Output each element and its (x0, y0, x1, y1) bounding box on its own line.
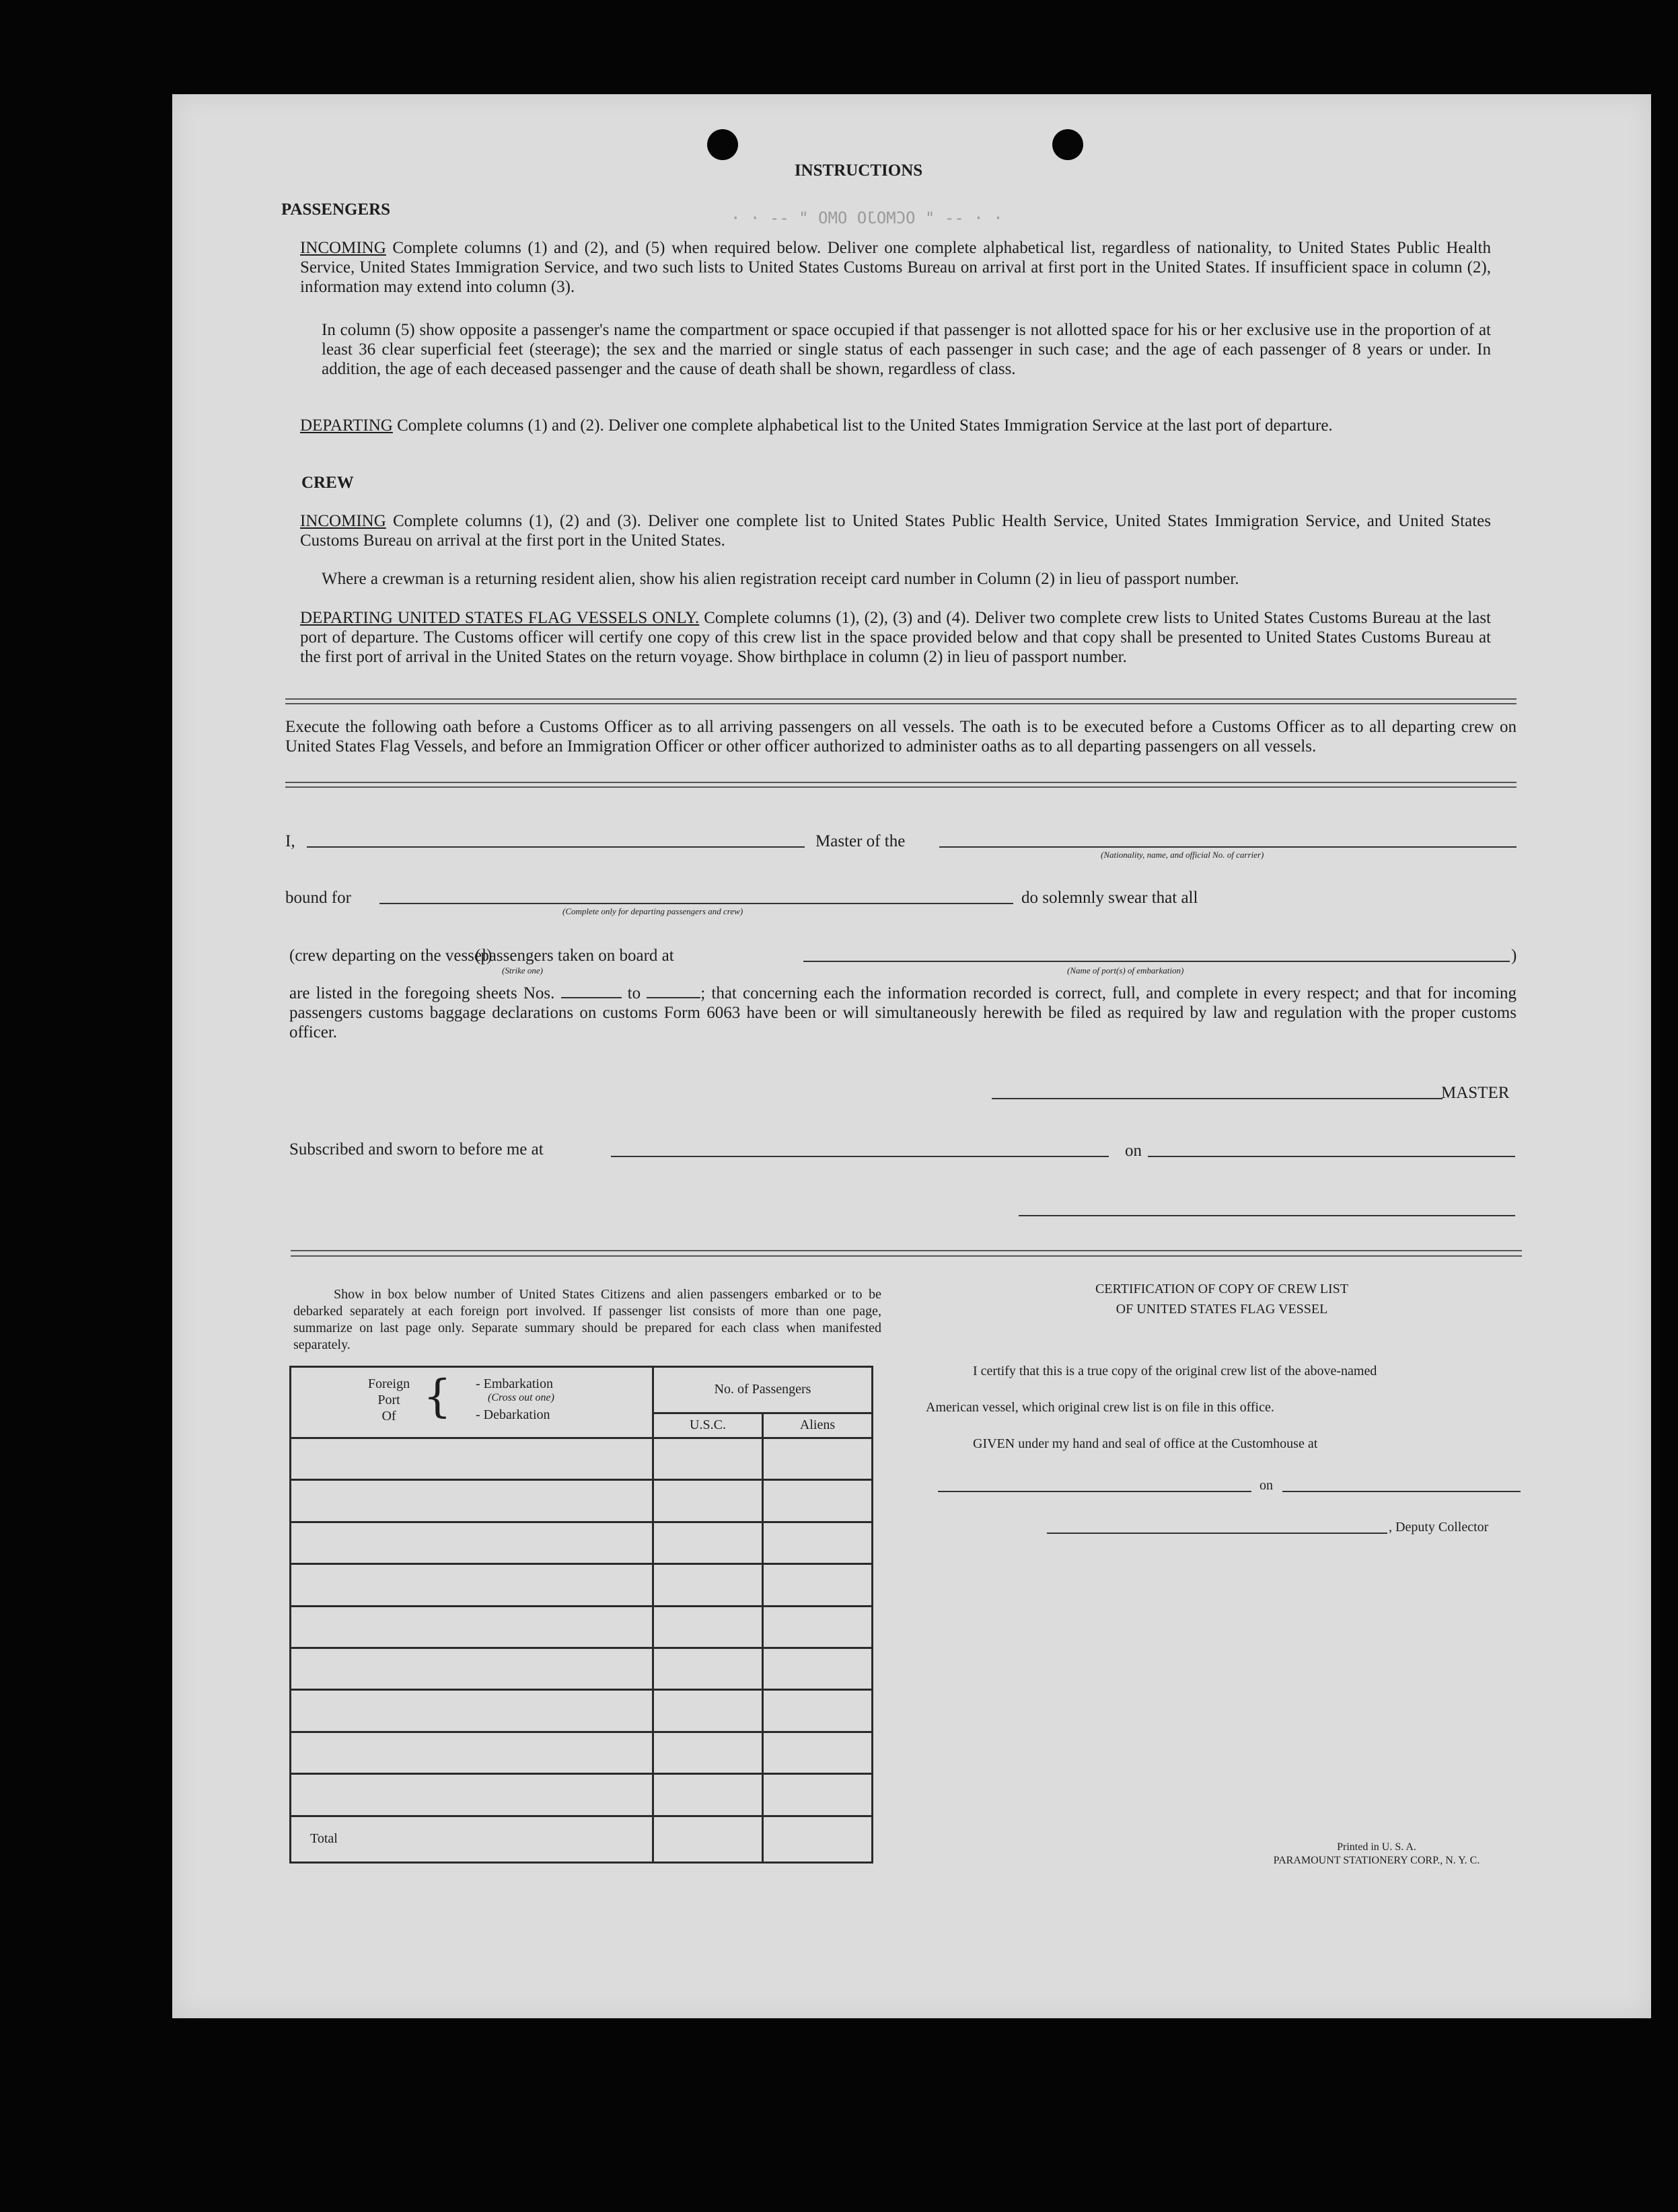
total-label: Total (291, 1816, 653, 1862)
crew-incoming-instruction (300, 511, 1491, 550)
sworn-date-field[interactable] (1148, 1156, 1515, 1157)
strike-one-hint: (Strike one) (502, 965, 544, 975)
passengers-heading: PASSENGERS (281, 200, 391, 219)
flag-vessels-label: DEPARTING UNITED STATES FLAG VESSELS ONLY. (300, 609, 700, 627)
bleed-through-text: · · -- " OCMOJO OMO " -- · · (731, 209, 1003, 227)
cross-out-hint: (Cross out one) (488, 1392, 554, 1403)
no-of-passengers-header: No. of Passengers (653, 1367, 873, 1413)
port-cell[interactable] (291, 1648, 653, 1690)
aliens-header: Aliens (763, 1413, 873, 1438)
passengers-incoming-instruction (300, 238, 1491, 297)
oath-i-label: I, (285, 832, 295, 850)
sheet-from-field[interactable] (561, 985, 622, 998)
port-cell[interactable] (291, 1438, 653, 1479)
passengers-departing-instruction (300, 416, 1491, 435)
certify-line-1: I certify that this is a true copy of the original crew list of the above-named (973, 1364, 1377, 1378)
departing-text: Complete columns (1) and (2). Deliver one complete alphabetical list to the United States Immigration Service at the last port of departure. (397, 416, 1333, 435)
aliens-cell[interactable] (763, 1480, 873, 1522)
crew-incoming-text: Complete columns (1), (2) and (3). Deliver one complete list to United States Public Health Service, United States Immigration Service, and United States Customs Bureau on arrival at the first port in the United States. (300, 512, 1491, 550)
aliens-cell[interactable] (763, 1732, 873, 1773)
aliens-cell[interactable] (763, 1522, 873, 1563)
certify-line-2: American vessel, which original crew list is on file in this office. (926, 1400, 1274, 1415)
printer-imprint (1222, 1841, 1531, 1868)
aliens-cell[interactable] (763, 1648, 873, 1690)
crew-departing-option: (crew departing on the vessel) (289, 947, 493, 965)
crew-incoming-label: INCOMING (300, 512, 386, 530)
incoming-text: Complete columns (1) and (2), and (5) when required below. Deliver one complete alphabetical list, regardless of nationality, to United States Public Health Service, United States Immigration Service, and two such lists to United States Customs Bureau on arrival at first port in the United States. If insufficient space in column (2), information may extend into column (3). (300, 239, 1491, 296)
crewman-instruction: Where a crewman is a returning resident alien, show his alien registration receipt card number in Column (2) in lieu of passport number. (322, 570, 1239, 588)
bound-for-field[interactable] (379, 903, 1013, 904)
aliens-cell[interactable] (763, 1606, 873, 1648)
port-cell[interactable] (291, 1480, 653, 1522)
sworn-on-label: on (1125, 1142, 1142, 1160)
port-label: Port (377, 1393, 400, 1407)
passengers-taken-option: (passengers taken on board at (475, 947, 674, 965)
usc-cell[interactable] (653, 1438, 763, 1479)
port-cell[interactable] (291, 1522, 653, 1563)
divider-oath-2 (285, 786, 1517, 788)
nationality-hint: (Nationality, name, and official No. of carrier) (1101, 850, 1264, 860)
flag-vessels-text: Complete columns (1), (2), (3) and (4). Deliver two complete crew lists to United States Customs Bureau at the last port of departure. The Customs officer will certify one copy of this crew list in the space provided below and that copy shall be presented to United States Customs Bureau at the first port of arrival in the United States on the return voyage. Show birthplace in column (2) in lieu of passport number. (300, 609, 1491, 666)
usc-header: U.S.C. (653, 1413, 763, 1438)
debarkation-label: - Debarkation (476, 1407, 550, 1422)
officer-signature-field[interactable] (1019, 1215, 1515, 1216)
oath-statement (289, 984, 1517, 1042)
listed-to: to (627, 984, 641, 1002)
usc-cell[interactable] (653, 1606, 763, 1648)
customhouse-location-field[interactable] (938, 1491, 1251, 1492)
sworn-location-field[interactable] (611, 1156, 1109, 1157)
port-header-label (359, 1376, 419, 1424)
certification-title-2: OF UNITED STATES FLAG VESSEL (1116, 1302, 1328, 1317)
foreign-label: Foreign (367, 1376, 410, 1391)
divider-oath-1 (285, 782, 1517, 783)
sheet-to-field[interactable] (647, 985, 700, 998)
deputy-collector-label: , Deputy Collector (1389, 1520, 1489, 1535)
given-line: GIVEN under my hand and seal of office at the Customhouse at (973, 1436, 1318, 1451)
page-title: INSTRUCTIONS (794, 161, 923, 180)
printer-line-1: Printed in U. S. A. (1337, 1841, 1416, 1853)
flag-vessels-instruction (300, 608, 1491, 667)
bound-for-label: bound for (285, 889, 351, 907)
usc-cell[interactable] (653, 1480, 763, 1522)
cert-on-label: on (1260, 1478, 1273, 1493)
punch-hole-right (1052, 129, 1083, 160)
port-cell[interactable] (291, 1690, 653, 1732)
oath-intro: Execute the following oath before a Customs Officer as to all arriving passengers on all vessels. The oath is to be executed before a Customs Officer as to all departing crew on United States Flag Vessels, and before an Immigration Officer or other officer authorized to administer oaths as to all departing passengers on all vessels. (285, 718, 1517, 755)
vessel-name-field[interactable] (939, 846, 1517, 848)
total-aliens-cell[interactable] (763, 1816, 873, 1862)
crew-heading: CREW (301, 474, 354, 492)
listed-b: ; that concerning each the information recorded is correct, full, and complete in every respect; and that for incoming passengers customs baggage declarations on customs Form 6063 have been or will simultaneously herewith be filed as required by law and regulation with the proper customs officer. (289, 984, 1517, 1041)
master-of-the-label: Master of the (815, 832, 906, 850)
usc-cell[interactable] (653, 1522, 763, 1563)
do-solemnly-label: do solemnly swear that all (1021, 889, 1198, 907)
certification-date-field[interactable] (1282, 1491, 1521, 1492)
total-usc-cell[interactable] (653, 1816, 763, 1862)
brace-glyph: { (423, 1370, 451, 1422)
master-label: MASTER (1441, 1084, 1510, 1102)
complete-only-hint: (Complete only for departing passengers and crew) (562, 906, 743, 916)
certification-title-1: CERTIFICATION OF COPY OF CREW LIST (1095, 1282, 1349, 1296)
subscribed-label: Subscribed and sworn to before me at (289, 1140, 544, 1158)
punch-hole-left (707, 129, 738, 160)
divider-bottom-1 (291, 1250, 1522, 1251)
divider-top-2 (285, 703, 1517, 704)
printer-line-2: PARAMOUNT STATIONERY CORP., N. Y. C. (1273, 1855, 1480, 1866)
master-name-field[interactable] (307, 846, 805, 848)
usc-cell[interactable] (653, 1732, 763, 1773)
of-label: Of (381, 1409, 396, 1424)
passenger-summary-table (289, 1366, 873, 1864)
embarkation-ports-field[interactable] (803, 961, 1510, 962)
divider-bottom-2 (291, 1255, 1522, 1257)
deputy-collector-signature-field[interactable] (1047, 1533, 1387, 1534)
aliens-cell[interactable] (763, 1774, 873, 1816)
port-header-cell (291, 1367, 653, 1438)
ports-hint: (Name of port(s) of embarkation) (1067, 965, 1184, 975)
usc-cell[interactable] (653, 1648, 763, 1690)
departing-label: DEPARTING (300, 416, 393, 435)
embarkation-label: - Embarkation (476, 1376, 553, 1391)
port-cell[interactable] (291, 1732, 653, 1773)
master-signature-field[interactable] (992, 1098, 1443, 1099)
port-cell[interactable] (291, 1606, 653, 1648)
listed-a: are listed in the foregoing sheets Nos. (289, 984, 555, 1002)
usc-cell[interactable] (653, 1690, 763, 1732)
form-sheet (172, 94, 1651, 2018)
aliens-cell[interactable] (763, 1690, 873, 1732)
aliens-cell[interactable] (763, 1438, 873, 1479)
port-cell[interactable] (291, 1564, 653, 1606)
incoming-label: INCOMING (300, 239, 386, 257)
port-cell[interactable] (291, 1774, 653, 1816)
usc-cell[interactable] (653, 1564, 763, 1606)
usc-cell[interactable] (653, 1774, 763, 1816)
close-paren: ) (1511, 947, 1517, 965)
aliens-cell[interactable] (763, 1564, 873, 1606)
column5-instruction: In column (5) show opposite a passenger's name the compartment or space occupied if that passenger is not allotted space for his or her exclusive use in the proportion of at least 36 clear superficial feet (steerage); the sex and the married or single status of each passenger in such case; and the age of each passenger of 8 years or under. In addition, the age of each deceased passenger and the cause of death shall be shown, regardless of class. (322, 321, 1491, 378)
summary-note: Show in box below number of United States Citizens and alien passengers embarked or to be debarked separately at each foreign port involved. If passenger list consists of more than one page, summarize on last page only. Separate summary should be prepared for each class when manifested separately. (293, 1287, 881, 1352)
divider-top-1 (285, 698, 1517, 700)
